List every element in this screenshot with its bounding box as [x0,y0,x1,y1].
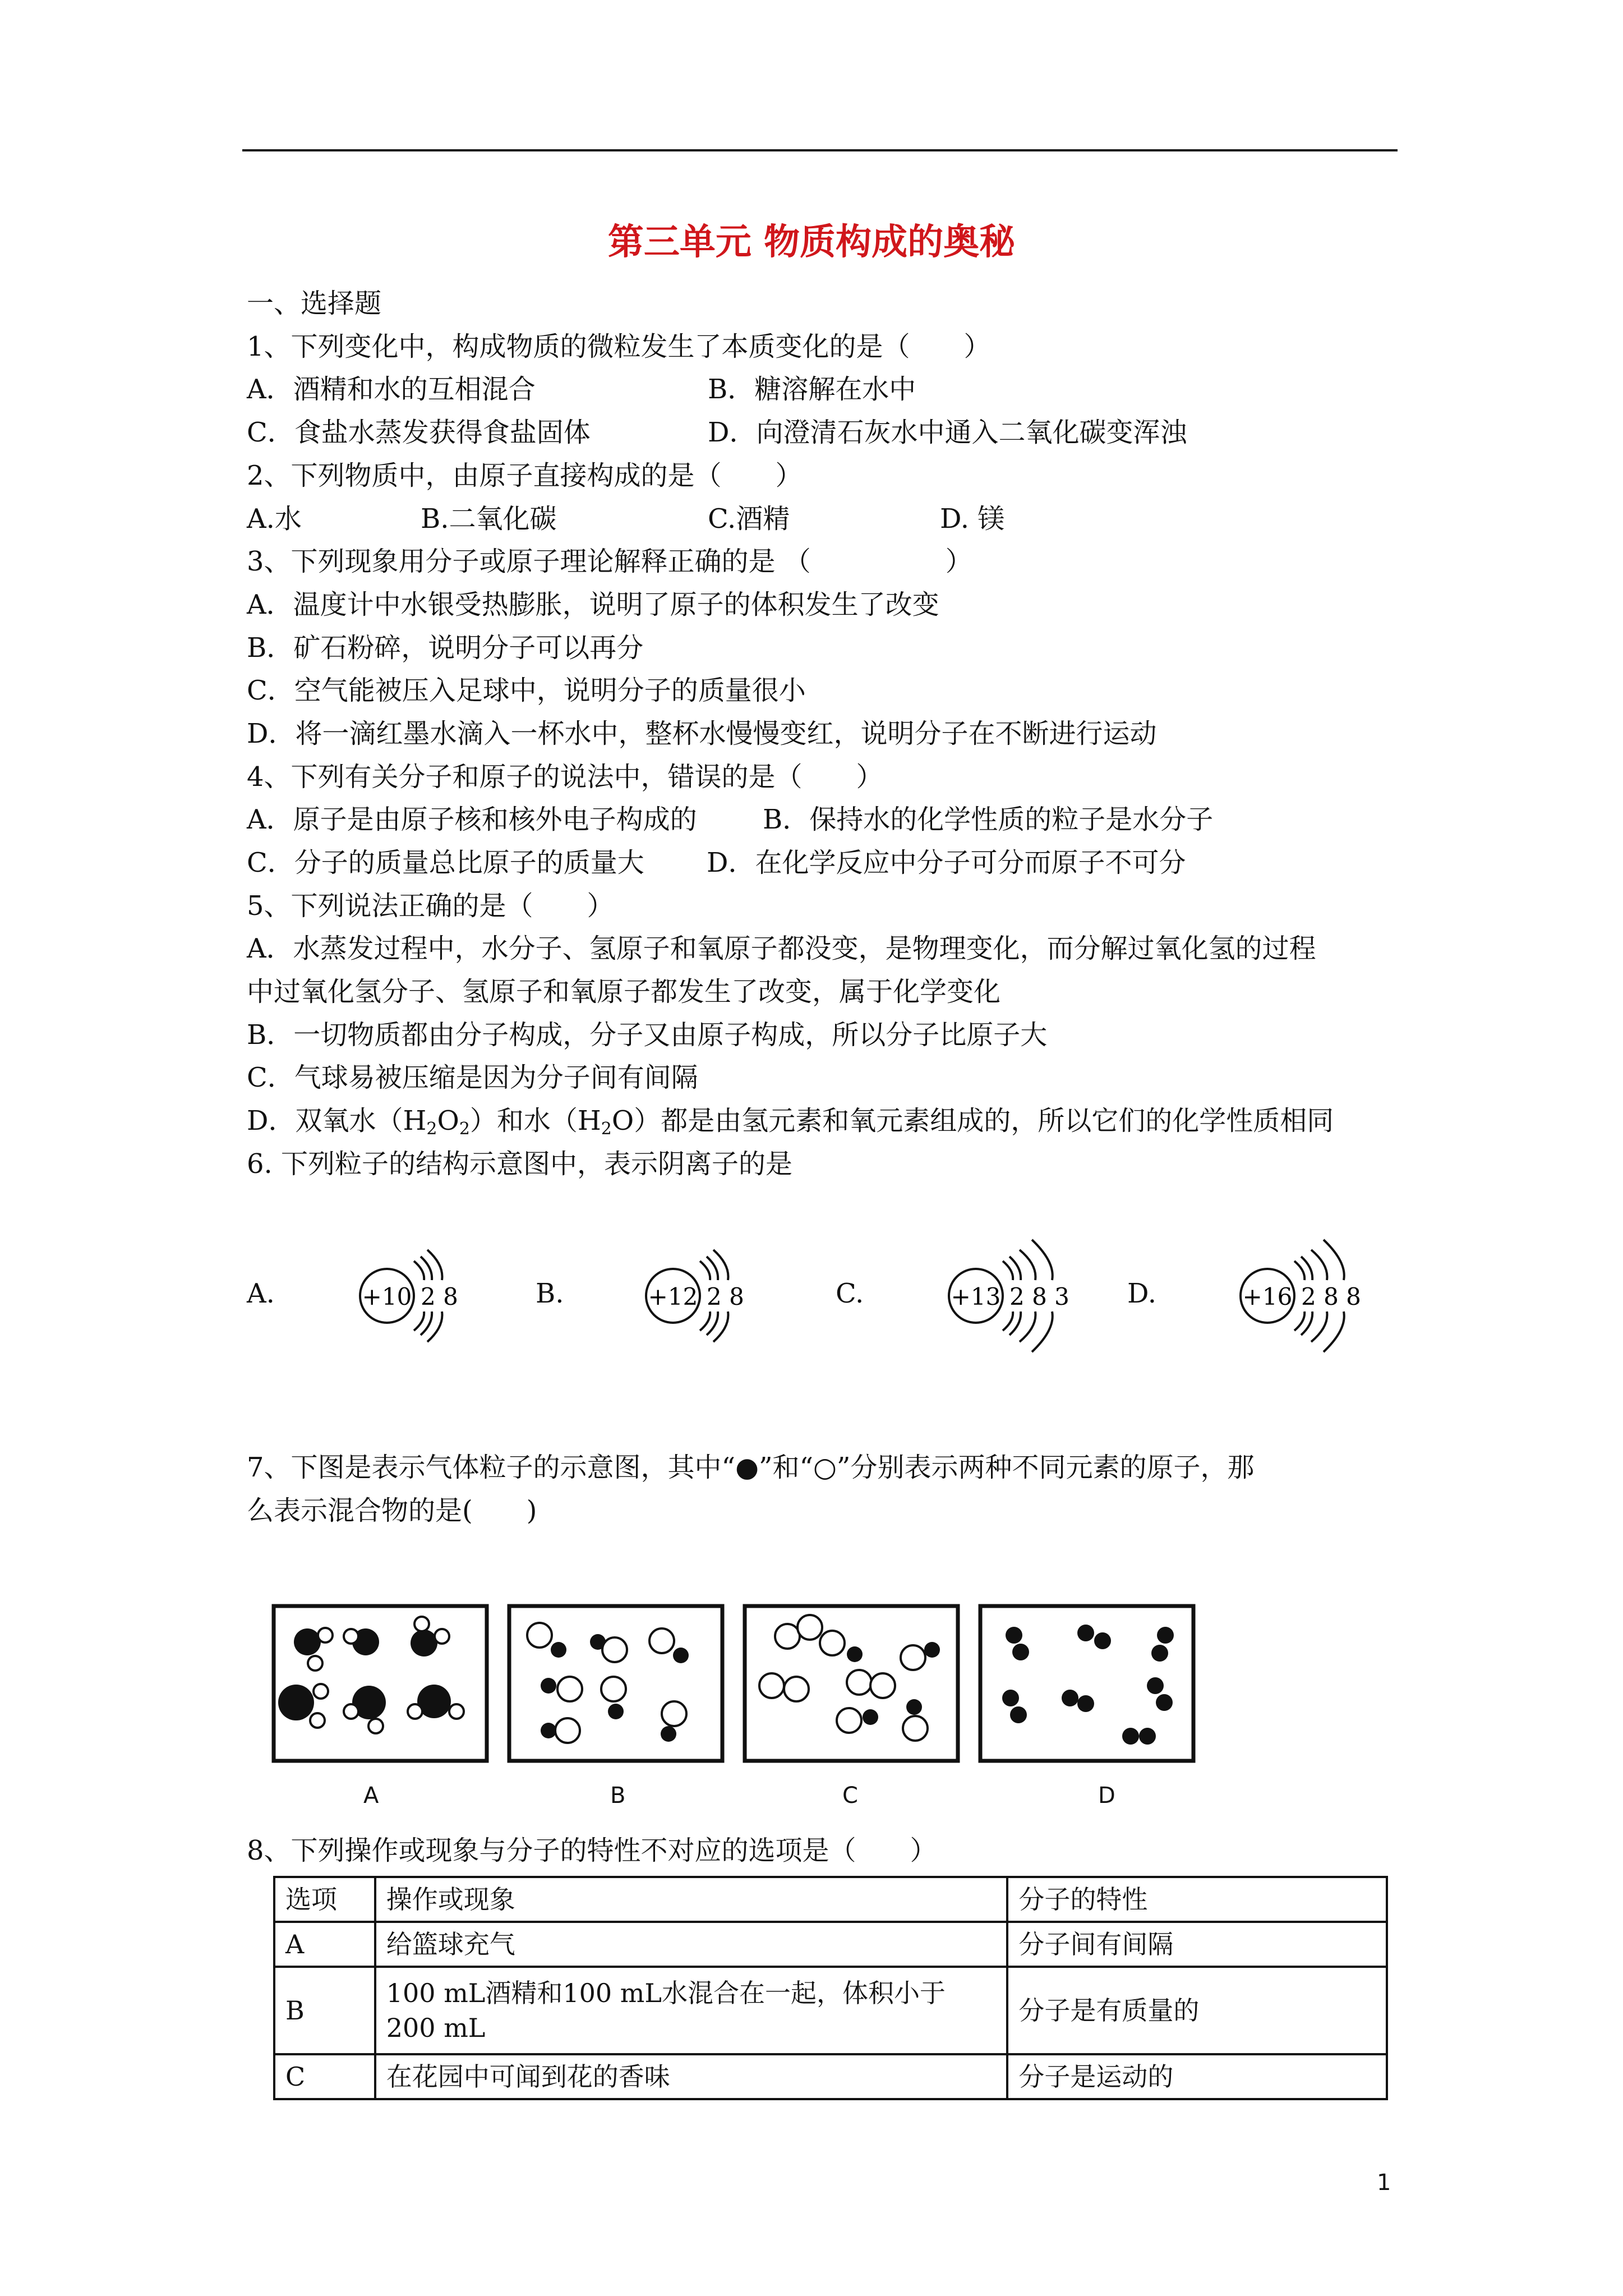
q7-box-d [980,1606,1193,1761]
svg-text:+13: +13 [951,1283,1001,1310]
q8-stem: 8、下列操作或现象与分子的特性不对应的选项是（ ） [247,1835,937,1866]
header-operation: 操作或现象 [375,1877,1008,1922]
q7-box-b [509,1606,722,1761]
q7-stem-line1: 7、下图是表示气体粒子的示意图，其中“●”和“○”分别表示两种不同元素的原子，那 [247,1452,1255,1483]
row-option: B [274,1967,375,2054]
svg-text:+12: +12 [648,1283,698,1310]
q1-option-b: B．糖溶解在水中 [708,374,916,405]
svg-text:2 8: 2 8 [421,1283,458,1310]
q1-option-c: C．食盐水蒸发获得食盐固体 [247,417,591,448]
svg-text:2 8 8: 2 8 8 [1301,1283,1361,1310]
header-rule [242,149,1398,151]
svg-text:+16: +16 [1242,1283,1293,1310]
table-header-row [274,1877,1387,1922]
row-property: 分子是有质量的 [1007,1967,1387,2054]
q5-stem: 5、下列说法正确的是（ ） [247,890,614,922]
row-operation: 给篮球充气 [375,1922,1008,1967]
row-option: A [274,1922,375,1967]
q5-option-a-line2: 中过氧化氢分子、氢原子和氧原子都发生了改变，属于化学变化 [247,976,1001,1007]
q2-option-b: B.二氧化碳 [421,503,557,535]
q2-stem: 2、下列物质中，由原子直接构成的是（ ） [247,460,803,491]
svg-text:2 8: 2 8 [707,1283,744,1310]
q6-atom-diagram-b [634,1240,768,1352]
q5-option-c: C．气球易被压缩是因为分子间有间隔 [247,1062,698,1093]
svg-text:2 8 3: 2 8 3 [1009,1283,1069,1310]
q6-option-b-label: B. [536,1278,564,1309]
row-option: C [274,2054,375,2099]
page-number: 1 [1377,2170,1391,2196]
header-option: 选项 [274,1877,375,1922]
q7-label-c: C [842,1783,858,1809]
q3-option-d: D．将一滴红墨水滴入一杯水中，整杯水慢慢变红，说明分子在不断进行运动 [247,718,1157,749]
q1-option-d: D．向澄清石灰水中通入二氧化碳变浑浊 [708,417,1187,448]
header-property: 分子的特性 [1007,1877,1387,1922]
q3-option-a: A．温度计中水银受热膨胀，说明了原子的体积发生了改变 [247,589,939,620]
q6-atom-diagram-a [348,1240,482,1352]
q6-atom-diagram-c [937,1234,1105,1358]
q6-atom-diagram-d [1228,1234,1396,1358]
q4-option-c: C．分子的质量总比原子的质量大 [247,847,644,878]
q1-stem: 1、下列变化中，构成物质的微粒发生了本质变化的是（ ） [247,331,991,362]
q7-label-b: B [610,1783,626,1809]
q6-stem: 6. 下列粒子的结构示意图中，表示阴离子的是 [247,1148,793,1180]
svg-text:+10: +10 [362,1283,412,1310]
q2-option-c: C.酒精 [708,503,790,535]
q7-label-a: A [363,1783,379,1809]
q5-option-a-line1: A．水蒸发过程中，水分子、氢原子和氧原子都没变，是物理变化，而分解过氧化氢的过程 [247,933,1316,964]
q5-option-d: D．双氧水$(H_2O_2)$和水$(H_2O)$都是由氢元素和氧元素组成的，所以它们的化学性质相同 [247,1105,1334,1139]
q4-option-b: B．保持水的化学性质的粒子是水分子 [763,804,1214,835]
q6-option-c-label: C. [836,1278,864,1309]
q7-box-a [274,1606,487,1761]
q3-option-c: C．空气能被压入足球中，说明分子的质量很小 [247,675,806,706]
q5-option-b: B．一切物质都由分子构成，分子又由原子构成，所以分子比原子大 [247,1019,1048,1051]
table-row [274,1922,1387,1967]
q6-option-d-label: D. [1127,1278,1157,1309]
q4-stem: 4、下列有关分子和原子的说法中，错误的是（ ） [247,761,883,793]
q2-option-a: A.水 [247,503,302,535]
q2-option-d: D. 镁 [940,503,1005,535]
q8-table [273,1876,1388,2100]
q4-option-a: A．原子是由原子核和核外电子构成的 [247,804,697,835]
q7-box-c [745,1606,958,1761]
q7-label-d: D [1098,1783,1115,1809]
q4-option-d: D．在化学反应中分子可分而原子不可分 [707,847,1186,878]
q7-particle-diagrams [269,1602,1234,1809]
row-property: 分子间有间隔 [1007,1922,1387,1967]
q3-stem: 3、下列现象用分子或原子理论解释正确的是 （ ） [247,546,972,577]
row-operation: 100 mL酒精和100 mL水混合在一起，体积小于 200 mL [375,1967,1008,2054]
q1-option-a: A．酒精和水的互相混合 [247,374,536,405]
q3-option-b: B．矿石粉碎，说明分子可以再分 [247,632,644,664]
table-row [274,2054,1387,2099]
section-heading: 一、选择题 [247,288,382,319]
row-property: 分子是运动的 [1007,2054,1387,2099]
q6-option-a-label: A. [247,1278,275,1309]
table-row [274,1967,1387,2054]
page-title: 第三单元 物质构成的奥秘 [607,222,1016,263]
q7-stem-line2: 么表示混合物的是( ) [247,1495,537,1526]
row-operation: 在花园中可闻到花的香味 [375,2054,1008,2099]
